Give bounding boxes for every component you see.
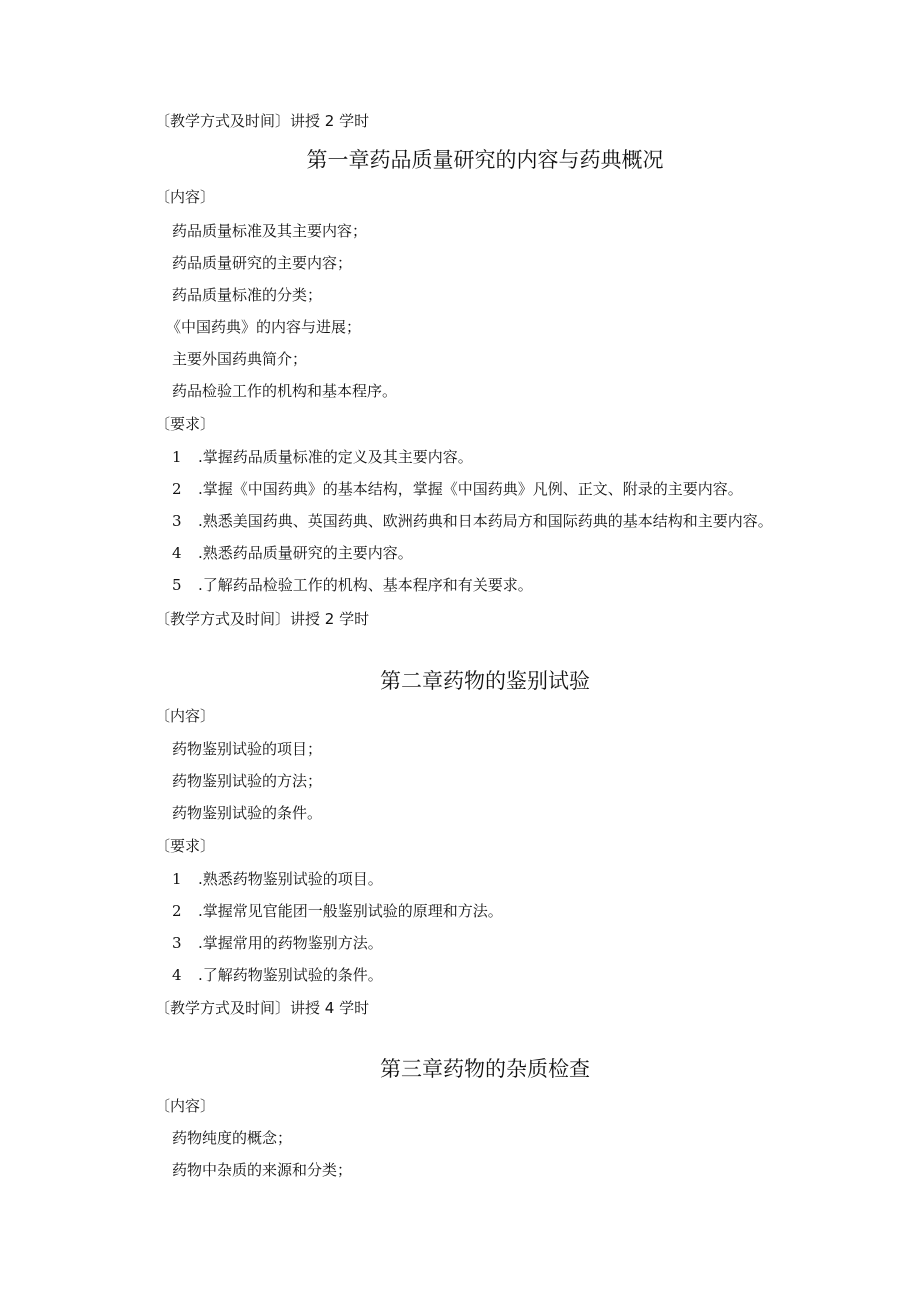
req-text: .了解药品检验工作的机构、基本程序和有关要求。: [198, 576, 533, 594]
requirement-item: [172, 965, 383, 985]
req-text: .掌握药品质量标准的定义及其主要内容。: [198, 448, 473, 466]
content-item: 药物纯度的概念；: [172, 1129, 293, 1147]
chapter-title: 第三章药物的杂质检查: [380, 1057, 590, 1081]
req-text: .掌握常用的药物鉴别方法。: [198, 934, 383, 952]
teaching-time: 〔教学方式及时间〕讲授 4 学时: [155, 999, 370, 1017]
req-text: .熟悉美国药典、英国药典、欧洲药典和日本药局方和国际药典的基本结构和主要内容。: [198, 512, 773, 530]
content-item: 药品质量标准的分类；: [172, 286, 323, 304]
requirement-item: [172, 575, 533, 595]
chapter-title: 第一章药品质量研究的内容与药典概况: [306, 148, 664, 172]
content-label: 〔内容〕: [155, 707, 216, 725]
req-number: 1: [172, 870, 182, 888]
req-number: 4: [172, 544, 182, 562]
requirement-item: [172, 511, 773, 531]
content-label: 〔内容〕: [155, 1097, 216, 1115]
teaching-time: 〔教学方式及时间〕讲授 2 学时: [155, 112, 370, 130]
teaching-time: 〔教学方式及时间〕讲授 2 学时: [155, 610, 370, 628]
content-item: 药品质量标准及其主要内容；: [172, 222, 368, 240]
content-item: 药品质量研究的主要内容；: [172, 254, 353, 272]
content-item: 《中国药典》的内容与进展；: [166, 318, 362, 336]
chapter-title: 第二章药物的鉴别试验: [380, 669, 590, 693]
req-number: 5: [172, 576, 182, 594]
req-number: 3: [172, 934, 182, 952]
req-number: 2: [172, 480, 182, 498]
content-item: 药物鉴别试验的项目；: [172, 740, 323, 758]
requirement-item: [172, 933, 383, 953]
req-text: .熟悉药物鉴别试验的项目。: [198, 870, 383, 888]
req-number: 1: [172, 448, 182, 466]
requirement-item: [172, 869, 383, 889]
content-item: 药物鉴别试验的条件。: [172, 804, 323, 822]
req-text: .掌握常见官能团一般鉴别试验的原理和方法。: [198, 902, 503, 920]
content-item: 药品检验工作的机构和基本程序。: [172, 382, 398, 400]
requirement-item: [172, 479, 743, 499]
requirement-item: [172, 901, 503, 921]
req-number: 2: [172, 902, 182, 920]
requirements-label: 〔要求〕: [155, 837, 216, 855]
requirement-item: [172, 447, 473, 467]
requirement-item: [172, 543, 413, 563]
requirements-label: 〔要求〕: [155, 415, 216, 433]
req-number: 3: [172, 512, 182, 530]
content-item: 主要外国药典简介；: [172, 350, 308, 368]
req-text: .掌握《中国药典》的基本结构，掌握《中国药典》凡例、正文、附录的主要内容。: [198, 480, 743, 498]
req-text: .熟悉药品质量研究的主要内容。: [198, 544, 413, 562]
content-item: 药物中杂质的来源和分类；: [172, 1161, 353, 1179]
content-item: 药物鉴别试验的方法；: [172, 772, 323, 790]
req-text: .了解药物鉴别试验的条件。: [198, 966, 383, 984]
content-label: 〔内容〕: [155, 188, 216, 206]
req-number: 4: [172, 966, 182, 984]
